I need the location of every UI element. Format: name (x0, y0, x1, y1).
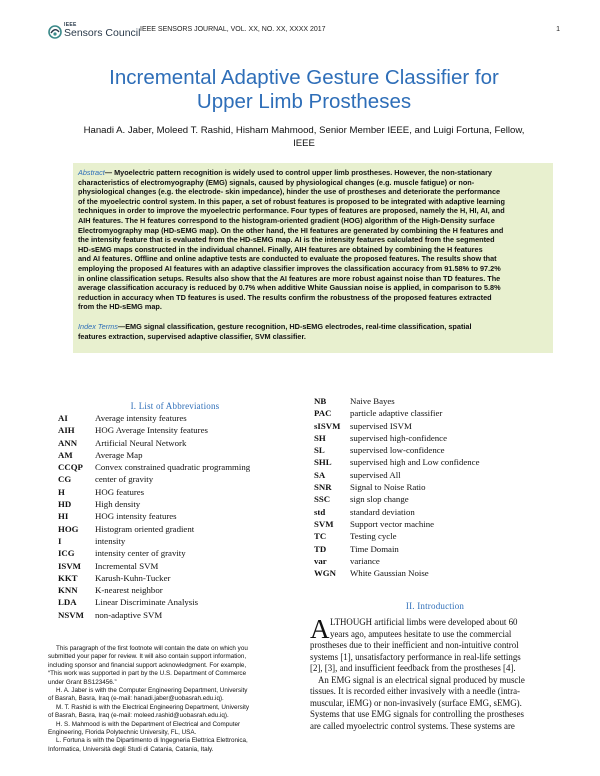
abbreviation-definition: K-nearest neighbor (95, 585, 163, 596)
abbreviation-term: LDA (58, 597, 77, 608)
abbreviation-row (314, 482, 560, 494)
abbreviation-term: SA (314, 469, 326, 480)
index-terms-first-line (78, 322, 548, 332)
abstract-line: physiological changes (e.g. the electrode- skin impedance), hinder the use of prostheses and deteriorate the performance (78, 187, 501, 197)
abbreviation-term: TC (314, 531, 327, 542)
abbreviation-term: SNR (314, 482, 332, 493)
section-heading-abbreviations: I. List of Abbreviations (130, 401, 220, 411)
abbreviation-row (314, 531, 560, 543)
introduction-text (310, 614, 560, 732)
abbreviation-term: NSVM (58, 609, 84, 620)
abbreviation-definition: Linear Discriminate Analysis (95, 597, 199, 608)
abbreviation-row (58, 487, 302, 499)
abstract-label: Abstract (78, 168, 105, 177)
abbreviation-term: PAC (314, 408, 332, 419)
first-footnote (48, 645, 302, 754)
abbreviation-row (58, 610, 302, 622)
footnote-line: H. S. Mahmood is with the Department of Electrical and Computer (56, 720, 241, 728)
abstract-line: HD-sEMG maps constructed in the individual channel. Finally, AIH features are obtained by combining the H features (78, 244, 483, 254)
footnote-line: Engineering, Florida Polytechnic University, FL, USA. (48, 729, 197, 737)
abbreviation-row (58, 438, 302, 450)
abbreviation-term: AM (58, 449, 73, 460)
intro-line: LTHOUGH artificial limbs were developed about 60 (330, 617, 518, 627)
abbreviation-definition: supervised All (350, 469, 401, 480)
abbreviation-definition: Average Map (95, 449, 143, 460)
abbreviation-term: var (314, 555, 327, 566)
abbreviation-row (314, 433, 560, 445)
abbreviation-definition: HOG features (95, 486, 145, 497)
footnote-line: “This work was supported in part by the U.S. Department of Commerce (48, 670, 247, 678)
abbreviation-row (58, 536, 302, 548)
abbreviation-row (314, 544, 560, 556)
abbreviation-term: ISVM (58, 560, 81, 571)
abbreviation-term: ANN (58, 437, 78, 448)
abstract (78, 168, 548, 312)
abbreviation-term: HOG (58, 523, 79, 534)
abbreviation-row (58, 425, 302, 437)
footnote-line: Informatica, Università degli Studi di Catania, Catania, Italy. (48, 745, 214, 753)
abbreviation-definition: Artificial Neural Network (95, 437, 187, 448)
footnote-line: of Basrah, Basra, Iraq (e-mail: moleed.rashid@uobasrah.edu.iq). (48, 712, 229, 720)
abbreviation-row (58, 597, 302, 609)
abbreviation-definition: center of gravity (95, 474, 154, 485)
page-number: 1 (556, 26, 560, 33)
abbreviation-term: std (314, 506, 326, 517)
abbreviation-row (58, 511, 302, 523)
abbreviation-definition: intensity center of gravity (95, 548, 186, 559)
intro-line: muscular, iEMG) or non-invasively (surface EMG, sEMG). (310, 697, 522, 708)
intro-dropcap: A (310, 614, 330, 644)
abbreviation-row (58, 499, 302, 511)
abbreviation-term: CG (58, 474, 72, 485)
abbreviation-term: SL (314, 445, 325, 456)
abbreviation-row (58, 585, 302, 597)
abbreviation-row (314, 556, 560, 568)
abbreviation-definition: Incremental SVM (95, 560, 159, 571)
abstract-line: in online classification setups. Results also show that the AI features are more robust against noise than TD features. The (78, 273, 501, 283)
abbreviation-row (314, 519, 560, 531)
abbreviation-definition: intensity (95, 535, 126, 546)
abstract-line: from the HD-sEMG map. (78, 302, 162, 312)
intro-line: years ago, amputees hesitate to use the commercial (330, 628, 512, 639)
abbreviation-row (314, 457, 560, 469)
abbreviation-row (314, 408, 560, 420)
abstract-text: — Myoelectric pattern recognition is widely used to control upper limb prostheses. However, the non-stationary (104, 168, 492, 177)
abbreviation-definition: standard deviation (350, 506, 415, 517)
journal-line: IEEE SENSORS JOURNAL, VOL. XX, NO. XX, XXXX 2017 (140, 26, 326, 33)
abstract-line: the intensity feature that is evaluated from the HD-sEMG map. AI is the intensity features calculated from the segmented (78, 235, 495, 245)
index-terms-label: Index Terms (78, 322, 118, 331)
abstract-line: AIH features. The H features correspond to the histogram-oriented gradient (HOG) algorithm of the High-Density surface (78, 215, 495, 225)
abbreviation-definition: Naive Bayes (350, 396, 395, 406)
abbreviation-row (58, 413, 302, 425)
abstract-line: reduction in accuracy when TD features is used. The results confirm the robustness of the proposed features extracted (78, 292, 492, 302)
abbreviation-definition: supervised low-confidence (350, 445, 445, 456)
abbreviation-definition: High density (95, 499, 141, 510)
abbreviation-definition: variance (350, 555, 380, 566)
abstract-line: employing the proposed AI features with an adaptive classifier improves the classification accuracy from 91.58% to 97.2% (78, 263, 501, 273)
footnote-line: M. T. Rashid is with the Electrical Engineering Department, University (56, 703, 250, 711)
abbreviation-row (58, 450, 302, 462)
abbreviation-row (58, 548, 302, 560)
abbreviation-definition: non-adaptive SVM (95, 609, 163, 620)
intro-line: prostheses due to their inefficient and non-intuitive control (310, 640, 519, 650)
abbreviation-row (58, 573, 302, 585)
abbreviation-term: I (58, 535, 62, 546)
title-line: Incremental Adaptive Gesture Classifier for (109, 66, 499, 89)
abbreviation-definition: Histogram oriented gradient (95, 523, 195, 534)
index-terms-text: —EMG signal classification, gesture recognition, HD-sEMG electrodes, real-time classification, spatial (117, 322, 472, 331)
author-list (48, 124, 560, 150)
abbreviation-definition: Karush-Kuhn-Tucker (95, 572, 171, 583)
abstract-line: characteristics of electromyography (EMG) signals, caused by physiological changes (e.g. muscle fatigue) or non- (78, 177, 475, 187)
abbreviation-definition: HOG intensity features (95, 511, 177, 522)
abbreviation-definition: Support vector machine (350, 518, 435, 529)
intro-line: are called myoelectric control systems. These systems are (310, 720, 515, 731)
abbreviation-list-right (314, 396, 560, 580)
abbreviation-row (314, 470, 560, 482)
intro-line: An EMG signal is an electrical signal produced by muscle (318, 674, 525, 685)
abbreviation-term: NB (314, 396, 327, 406)
abbreviation-term: CCQP (58, 462, 83, 473)
section-heading-introduction: II. Introduction (405, 601, 465, 611)
footnote-line: of Basrah, Basra, Iraq (e-mail: hanadi.jaber@uobasrah.edu.iq). (48, 695, 224, 703)
abbreviation-definition: White Gaussian Noise (350, 568, 429, 579)
abbreviation-term: SHL (314, 457, 332, 468)
footnote-line: L. Fortuna is with the Dipartimento di Ingegneria Elettrica Elettronica, (56, 737, 248, 745)
abbreviation-definition: supervised ISVM (350, 420, 412, 431)
abbreviation-definition: supervised high-confidence (350, 432, 447, 443)
sensors-council-logo (48, 22, 141, 42)
abbreviation-definition: Average intensity features (95, 413, 187, 423)
author-line: IEEE (293, 138, 315, 149)
abbreviation-term: AIH (58, 425, 75, 436)
abbreviation-term: TD (314, 543, 327, 554)
abbreviation-row (314, 568, 560, 580)
logo-ieee-text: IEEE (64, 22, 77, 28)
abbreviation-row (58, 474, 302, 486)
abbreviation-term: ICG (58, 548, 75, 559)
abbreviation-row (58, 561, 302, 573)
abbreviation-definition: Time Domain (350, 543, 399, 554)
abbreviation-term: SSC (314, 494, 331, 505)
title-line: Upper Limb Prostheses (196, 90, 412, 113)
abbreviation-row (314, 421, 560, 433)
abbreviation-row (314, 494, 560, 506)
abstract-line: of the myoelectric control system. In this paper, a set of robust features is proposed to be integrated with adaptive learning (78, 196, 505, 206)
index-terms-line: features extraction, supervised adaptive classifier, SVM classifier. (78, 331, 306, 341)
abbreviation-row (314, 396, 560, 408)
abstract-line: techniques in order to improve the myoelectric performance. Four types of features are proposed, namely the H, HI, AI, and (78, 206, 505, 216)
abbreviation-term: H (58, 486, 65, 497)
intro-line: Systems that use EMG signals for controlling the prostheses (310, 709, 524, 719)
abbreviation-term: sISVM (314, 420, 341, 431)
index-terms (78, 322, 548, 341)
abbreviation-row (314, 445, 560, 457)
abbreviation-definition: Testing cycle (350, 531, 397, 542)
abbreviation-term: SVM (314, 518, 334, 529)
abbreviation-term: KNN (58, 585, 78, 596)
abstract-first-line (78, 168, 548, 178)
intro-line: tissues. It is recorded either invasively with a needle (intra- (310, 686, 520, 696)
author-line: Hanadi A. Jaber, Moleed T. Rashid, Hisham Mahmood, Senior Member IEEE, and Luigi Fortuna, Fellow, (83, 125, 525, 136)
footnote-line: This paragraph of the first footnote will contain the date on which you (56, 645, 248, 652)
page-header (48, 22, 560, 42)
intro-line: [2], [3], and insufficient feedback from the prostheses [4]. (310, 663, 516, 673)
abbreviation-definition: particle adaptive classifier (350, 408, 443, 419)
abbreviation-row (314, 507, 560, 519)
footnote-line: submitted your paper for review. It will also contain support information, (48, 653, 247, 661)
abstract-line: average classification accuracy is reduced by 0.7% when additive White Gaussian noise is applied, in comparison to 5.8% (78, 283, 501, 293)
footnote-line: H. A. Jaber is with the Computer Engineering Department, University (56, 687, 248, 695)
abbreviation-row (58, 462, 302, 474)
abbreviation-definition: Convex constrained quadratic programming (95, 462, 251, 473)
footnote-line: including sponsor and financial support acknowledgment. For example, (48, 661, 247, 669)
footnote-line: under Grant BS123456.” (48, 678, 117, 686)
abbreviation-definition: supervised high and Low confidence (350, 457, 480, 468)
paper-title (48, 66, 560, 114)
intro-line: systems [1], unsatisfactory performance in real-life settings (310, 651, 521, 662)
abbreviation-definition: HOG Average Intensity features (95, 425, 208, 436)
abbreviation-row (58, 524, 302, 536)
abbreviation-term: HI (58, 511, 69, 522)
abbreviation-term: KKT (58, 572, 78, 583)
abbreviation-definition: Signal to Noise Ratio (350, 482, 426, 493)
abbreviation-term: HD (58, 499, 72, 510)
logo-swirl-icon (48, 25, 62, 39)
logo-sensors-council-text: Sensors Council (64, 27, 141, 39)
abbreviation-definition: sign slop change (350, 494, 409, 505)
abbreviation-list-left (58, 413, 302, 622)
abbreviation-term: WGN (314, 568, 336, 579)
abstract-line: Electromyography map (HD-sEMG map). On the other hand, the HI features are generated by combining the H features and (78, 225, 504, 235)
abbreviation-term: SH (314, 432, 326, 443)
abbreviation-term: AI (58, 413, 68, 423)
abstract-line: and AI features. Offline and online adaptive tests are conducted to evaluate the proposed features. The results show that (78, 254, 497, 264)
